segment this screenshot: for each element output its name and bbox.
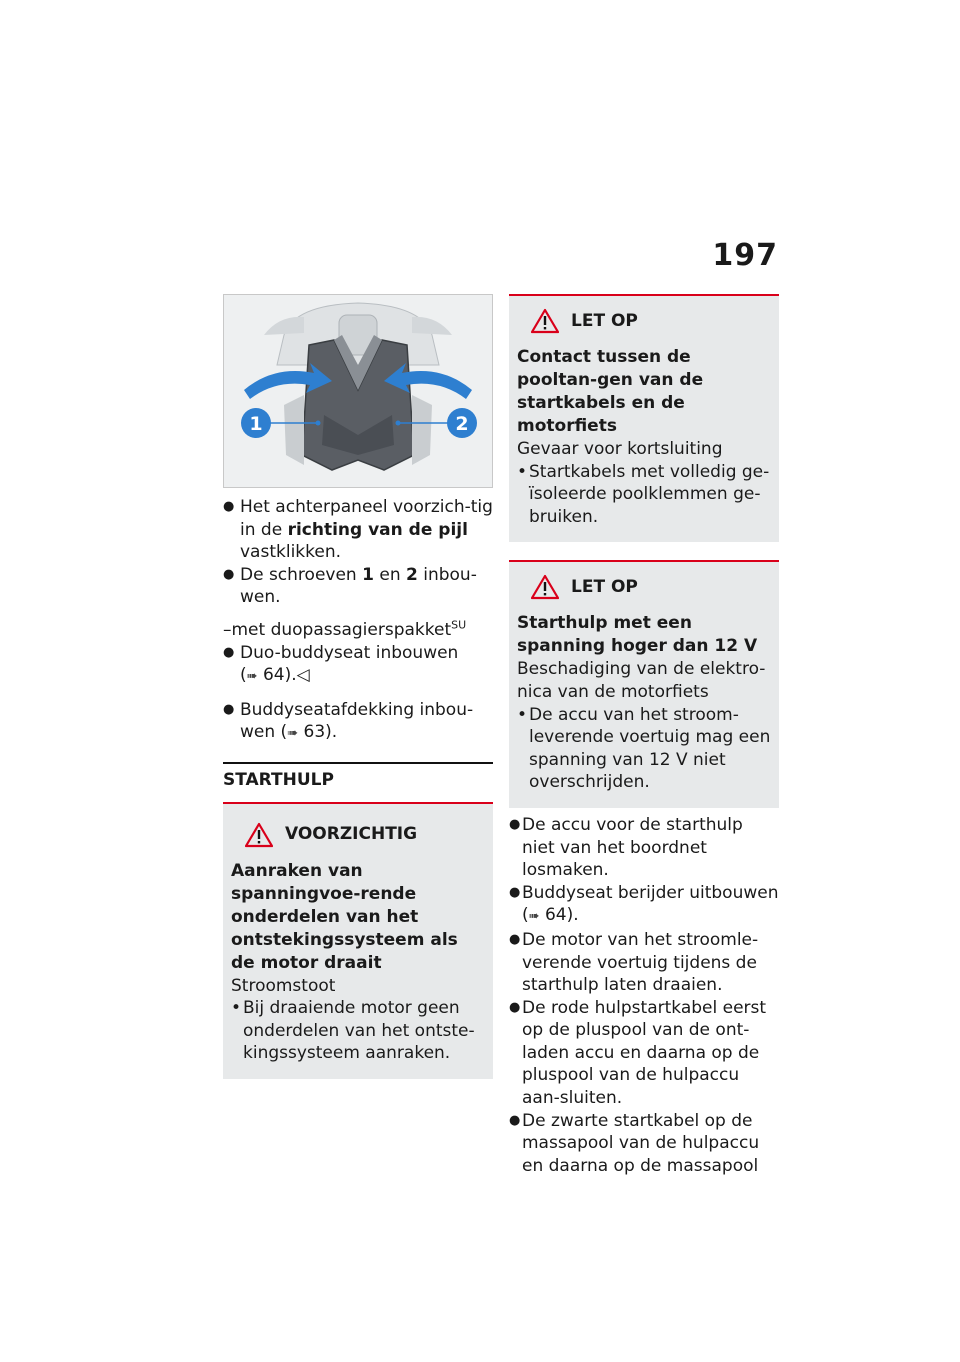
- option-code: SU: [451, 618, 467, 632]
- step-text: inbou-wen.: [240, 564, 477, 608]
- warning-triangle-icon: [531, 574, 559, 600]
- list-item: ● De zwarte startkabel op de massapool van de hulpaccu en daarna op de massapool: [509, 1110, 779, 1178]
- notice-title: Starthulp met een spanning hoger dan 12 V: [517, 613, 758, 657]
- list-item: ● Buddyseat berijder uitbouwen (➠ 64).: [509, 882, 779, 929]
- motorcycle-rear-illustration: [224, 295, 492, 487]
- step-text: vastklikken.: [240, 542, 342, 563]
- notice-level: LET OP: [571, 310, 638, 331]
- section-title: STARTHULP: [223, 762, 493, 804]
- right-column: [509, 294, 779, 1177]
- notice-level: LET OP: [571, 577, 638, 598]
- end-mark: ◁: [296, 665, 310, 686]
- list-item: ● De accu voor de starthulp niet van het boordnet losmaken.: [509, 814, 779, 882]
- step-text: en: [373, 564, 406, 585]
- notice-text: Gevaar voor kortsluiting: [517, 439, 723, 459]
- notice-header: [531, 574, 771, 600]
- step-text-bold: richting van de pijl: [287, 519, 468, 540]
- left-column: [223, 294, 493, 1079]
- screw-2-label: 2: [406, 564, 418, 585]
- list-item: ● De motor van het stroomle-verende voertuig tijdens de starthulp laten draaien.: [509, 929, 779, 997]
- page-reference[interactable]: 63).: [303, 722, 338, 743]
- step-text: Buddyseat berijder uitbouwen: [522, 882, 779, 903]
- step-text: Het achterpaneel voorzich-tig in de: [240, 497, 493, 540]
- reference-arrow-icon: ➠: [287, 726, 299, 742]
- step-duo-seat: ● Duo-buddyseat inbouwen (➠ 64).◁: [223, 642, 493, 689]
- notice-header: [245, 822, 485, 848]
- notice-bullet: • Bij draaiende motor geen onderdelen van het ontste-kingssysteem aanraken.: [231, 997, 485, 1065]
- option-text: met duopassagierspakket: [231, 619, 452, 640]
- step-text: Duo-buddyseat inbouwen: [240, 642, 459, 663]
- screw-1-label: 1: [362, 564, 374, 585]
- step-text: Buddyseatafdekking inbou-wen (: [240, 699, 474, 743]
- step-install-screws: [223, 564, 493, 609]
- page-number: 197: [712, 238, 778, 273]
- notice-text: Beschadiging van de elektro-nica van de motorfiets: [517, 659, 766, 702]
- starthulp-steps: [509, 814, 779, 1178]
- notice-text: Stroomstoot: [231, 975, 336, 996]
- notice-let-op-2: [509, 560, 779, 808]
- reference-arrow-icon: ➠: [528, 909, 540, 925]
- notice-header: [531, 308, 771, 334]
- notice-title: Contact tussen de pooltan-gen van de startkabels en de motorfiets: [517, 347, 704, 436]
- page-reference[interactable]: 64).: [262, 665, 297, 686]
- notice-let-op-1: [509, 294, 779, 542]
- notice-caution: [223, 804, 493, 1079]
- warning-triangle-icon: [531, 308, 559, 334]
- figure-rear-panel: [223, 294, 493, 488]
- option-line: –met duopassagierspakket$^{SU}$: [223, 618, 467, 640]
- reference-arrow-icon: ➠: [246, 669, 258, 685]
- callout-2-label: 2: [455, 413, 469, 435]
- list-item: ● De rode hulpstartkabel eerst op de pluspool van de ont-laden accu en daarna op de pluspool van de hulpaccu aan-sluiten.: [509, 997, 779, 1110]
- notice-bullet: • De accu van het stroom-leverende voertuig mag een spanning van 12 V niet overschrijden.: [517, 704, 771, 794]
- step-seat-cover: [223, 699, 493, 746]
- page-reference[interactable]: 64).: [544, 905, 579, 926]
- step-click-rear-panel: [223, 496, 493, 564]
- warning-triangle-icon: [245, 822, 273, 848]
- notice-bullet: • Startkabels met volledig ge-ïsoleerde poolklemmen ge-bruiken.: [517, 461, 771, 529]
- callout-1-label: 1: [249, 413, 263, 435]
- notice-level: VOORZICHTIG: [285, 824, 418, 845]
- notice-title: Aanraken van spanningvoe-rende onderdelen van het ontstekingssysteem als de motor draait: [231, 860, 458, 973]
- step-text: De schroeven: [240, 564, 363, 585]
